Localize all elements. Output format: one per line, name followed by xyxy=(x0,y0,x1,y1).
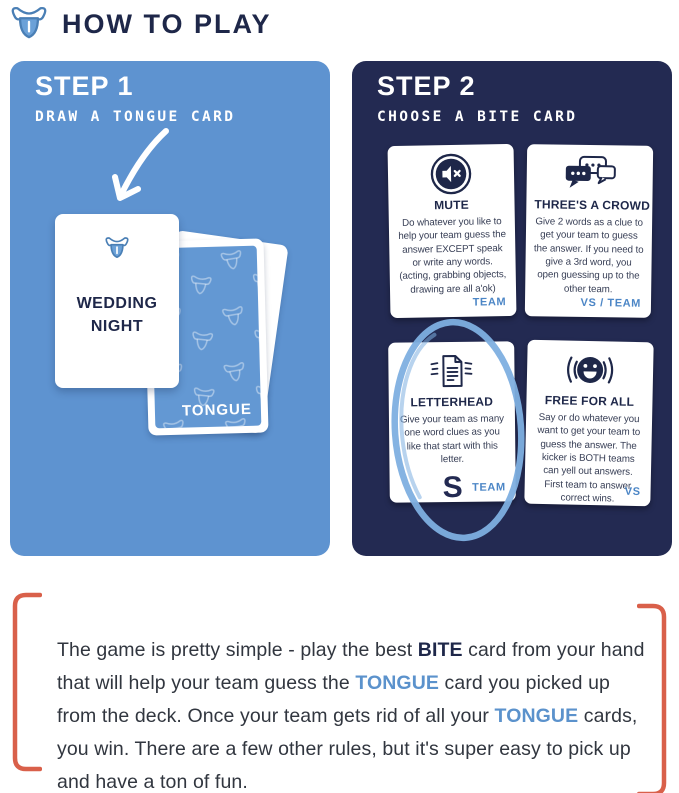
step1-title: STEP 1 xyxy=(35,71,134,101)
bite-card-letter: S xyxy=(442,471,463,505)
step2-subtitle: CHOOSE A BITE CARD xyxy=(377,109,578,125)
bite-card-free-for-all xyxy=(524,340,653,507)
bite-card-threes-a-crowd xyxy=(525,144,653,318)
bite-card-tag: TEAM xyxy=(472,481,506,494)
bite-card-text: Give your team as many one word clues as you like that start with this letter. xyxy=(399,413,505,466)
shouting-smiley-icon xyxy=(535,348,646,392)
tongue-keyword: TONGUE xyxy=(494,704,579,727)
bite-card-text: Do whatever you like to help your team guess the answer EXCEPT speak or write any words. (acting, grabbing objects, drawing are all a'ok) xyxy=(398,216,507,296)
letterhead-document-icon xyxy=(396,349,506,392)
page-header xyxy=(8,2,272,46)
bite-card-letterhead xyxy=(388,341,516,505)
summary-segment: cards, you win. There are a few other rules, but it's super easy to pick up and have a ton of fun. xyxy=(57,704,638,793)
bite-card-tag: VS xyxy=(624,485,641,499)
bite-card-text: Say or do whatever you want to get your team to guess the answer. The kicker is BOTH teams can yell out answers. First team to answer correct wins. xyxy=(537,411,641,505)
summary-segment: card you picked up from the deck. Once your team gets rid of all your xyxy=(57,671,611,727)
tongue-keyword: TONGUE xyxy=(355,671,439,694)
bite-card-text: Give 2 words as a clue to get your team to guess the answer. If you need to give a 3rd word, you open guessing up to the other team. xyxy=(533,216,644,295)
summary-segment: The game is pretty simple - play the best xyxy=(57,638,418,661)
step2-title: STEP 2 xyxy=(377,71,476,101)
tongue-deck-label: TONGUE xyxy=(181,400,253,420)
step1-subtitle: DRAW A TONGUE CARD xyxy=(35,109,236,125)
curved-down-left-arrow-icon xyxy=(100,125,176,209)
mute-speaker-icon xyxy=(396,152,507,196)
tongue-card-wedding-night xyxy=(55,214,179,388)
bite-card-name: LETTERHEAD xyxy=(410,394,494,410)
bite-card-tag: VS / TEAM xyxy=(580,296,642,310)
bite-card-tag: TEAM xyxy=(472,296,507,309)
tongue-icon xyxy=(8,4,50,44)
step2-panel xyxy=(352,61,672,556)
tongue-icon xyxy=(103,236,131,261)
step1-panel xyxy=(10,61,330,556)
tongue-card-title: WEDDING NIGHT xyxy=(76,295,158,336)
bite-card-name: FREE FOR ALL xyxy=(544,393,635,409)
bite-keyword: BITE xyxy=(417,638,463,661)
bite-card-mute xyxy=(388,144,517,318)
game-summary-paragraph xyxy=(57,634,645,793)
bite-card-name: MUTE xyxy=(434,197,470,213)
left-bracket-icon xyxy=(10,592,42,772)
page-title: HOW TO PLAY xyxy=(62,8,272,39)
summary-segment: card from your hand that will help your team guess the xyxy=(57,638,645,694)
speech-bubbles-icon xyxy=(535,152,646,196)
bite-card-name: THREE'S A CROWD xyxy=(534,197,651,213)
